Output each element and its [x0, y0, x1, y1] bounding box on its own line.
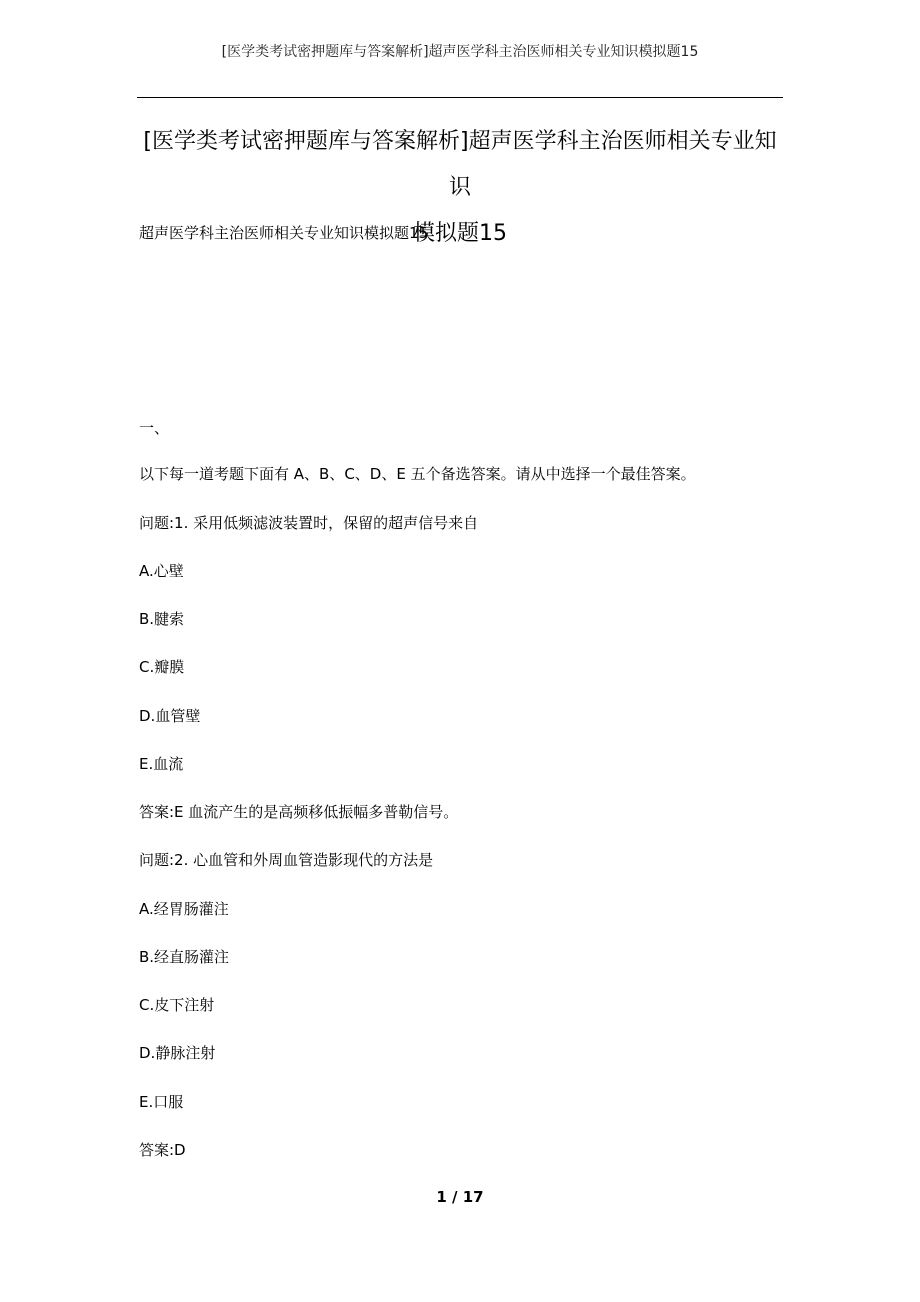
question-2-answer: 答案:D: [139, 1141, 186, 1159]
section-marker: 一、: [139, 419, 170, 437]
page-number: 1 / 17: [436, 1188, 484, 1206]
running-header: [医学类考试密押题库与答案解析]超声医学科主治医师相关专业知识模拟题15: [221, 44, 699, 60]
question-2-option-e: E.口服: [139, 1093, 184, 1111]
question-1-option-a: A.心壁: [139, 562, 184, 580]
question-1-option-e: E.血流: [139, 755, 184, 773]
question-1-option-c: C.瓣膜: [139, 658, 185, 676]
question-2-option-d: D.静脉注射: [139, 1044, 216, 1062]
question-2-stem: 问题:2. 心血管和外周血管造影现代的方法是: [139, 851, 434, 869]
question-1-stem: 问题:1. 采用低频滤波装置时，保留的超声信号来自: [139, 514, 479, 532]
document-subtitle: 超声医学科主治医师相关专业知识模拟题15: [139, 224, 429, 242]
instructions: 以下每一道考题下面有 A、B、C、D、E 五个备选答案。请从中选择一个最佳答案。: [139, 465, 696, 483]
question-1-answer: 答案:E 血流产生的是高频移低振幅多普勒信号。: [139, 803, 459, 821]
question-2-option-c: C.皮下注射: [139, 996, 215, 1014]
question-2-option-b: B.经直肠灌注: [139, 948, 230, 966]
document-title-line-1: [医学类考试密押题库与答案解析]超声医学科主治医师相关专业知识: [143, 129, 777, 200]
header-divider: [137, 97, 783, 98]
document-title-line-2: 模拟题15: [413, 221, 507, 246]
question-2-option-a: A.经胃肠灌注: [139, 900, 229, 918]
question-1-option-d: D.血管壁: [139, 707, 201, 725]
question-1-option-b: B.腱索: [139, 610, 185, 628]
